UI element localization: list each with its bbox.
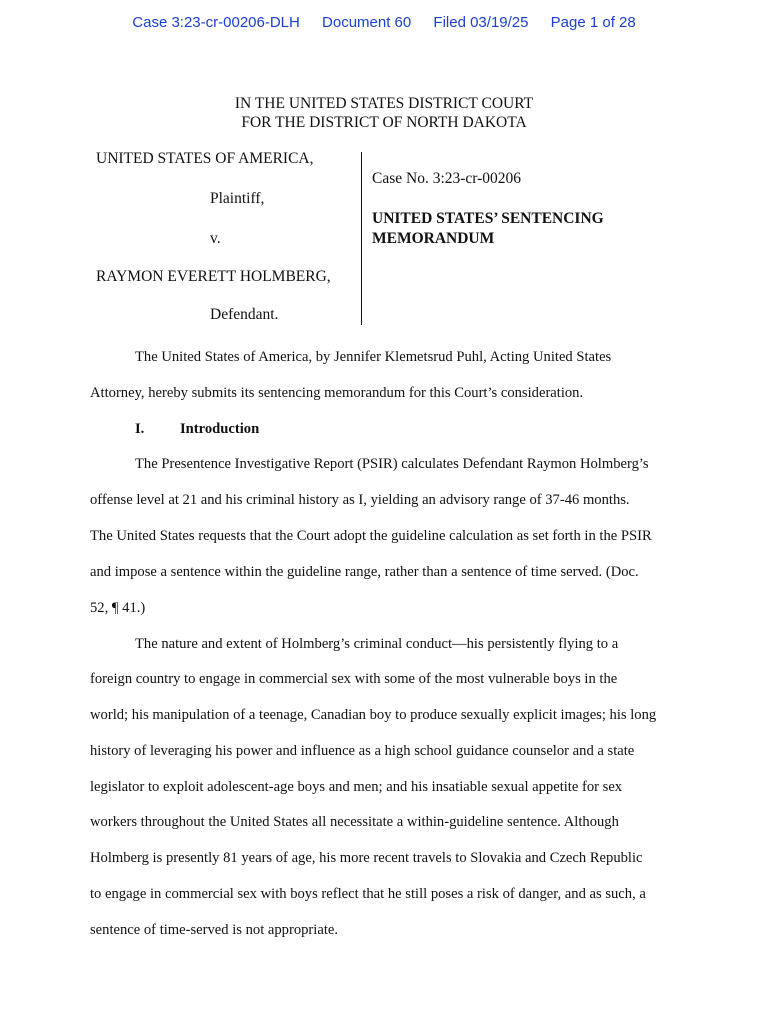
ecf-case-number: Case 3:23-cr-00206-DLH	[132, 14, 300, 31]
body-line: legislator to exploit adolescent-age boys and men; and his insatiable sexual appetite for sex	[90, 779, 623, 795]
ecf-page-number: Page 1 of 28	[550, 14, 636, 31]
body-line: world; his manipulation of a teenage, Canadian boy to produce sexually explicit images; his long	[90, 707, 657, 723]
plaintiff-name: UNITED STATES OF AMERICA,	[96, 150, 314, 167]
body-line: to engage in commercial sex with boys reflect that he still poses a risk of danger, and as such, a	[90, 886, 646, 902]
section-heading	[135, 421, 259, 438]
section-number: I.	[135, 421, 145, 437]
court-name: IN THE UNITED STATES DISTRICT COURT	[234, 95, 534, 112]
court-district: FOR THE DISTRICT OF NORTH DAKOTA	[241, 114, 527, 131]
document-title-line1: UNITED STATES’ SENTENCING	[372, 210, 604, 227]
plaintiff-role: Plaintiff,	[210, 190, 265, 207]
case-number: Case No. 3:23-cr-00206	[372, 170, 522, 187]
body-line: 52, ¶ 41.)	[90, 600, 146, 616]
ecf-document-number: Document 60	[322, 14, 412, 31]
body-line: sentence of time-served is not appropriate.	[90, 922, 339, 938]
body-line: The Presentence Investigative Report (PSIR) calculates Defendant Raymon Holmberg’s	[135, 456, 649, 472]
body-line: Holmberg is presently 81 years of age, his more recent travels to Slovakia and Czech Republic	[90, 850, 643, 866]
court-heading	[0, 94, 768, 132]
body-line: Attorney, hereby submits its sentencing memorandum for this Court’s consideration.	[90, 385, 584, 401]
document-title-line2: MEMORANDUM	[372, 230, 495, 247]
body-line: The nature and extent of Holmberg’s criminal conduct—his persistently flying to a	[135, 636, 619, 652]
section-title: Introduction	[180, 421, 260, 437]
body-line: offense level at 21 and his criminal history as I, yielding an advisory range of 37-46 months.	[90, 492, 630, 508]
body-line: The United States of America, by Jennifer Klemetsrud Puhl, Acting United States	[135, 349, 612, 365]
body-line: foreign country to engage in commercial sex with some of the most vulnerable boys in the	[90, 671, 618, 687]
versus: v.	[210, 230, 221, 247]
body-line: history of leveraging his power and influence as a high school guidance counselor and a state	[90, 743, 635, 759]
caption-divider	[361, 152, 362, 325]
defendant-name: RAYMON EVERETT HOLMBERG,	[96, 268, 331, 285]
body-line: workers throughout the United States all necessitate a within-guideline sentence. Although	[90, 814, 619, 830]
defendant-role: Defendant.	[210, 306, 279, 323]
body-line: and impose a sentence within the guideline range, rather than a sentence of time served. (Doc.	[90, 564, 639, 580]
ecf-filing-header	[0, 14, 768, 31]
ecf-filed-date: Filed 03/19/25	[433, 14, 529, 31]
body-line: The United States requests that the Court adopt the guideline calculation as set forth in the PSIR	[90, 528, 652, 544]
document-title	[372, 209, 642, 249]
